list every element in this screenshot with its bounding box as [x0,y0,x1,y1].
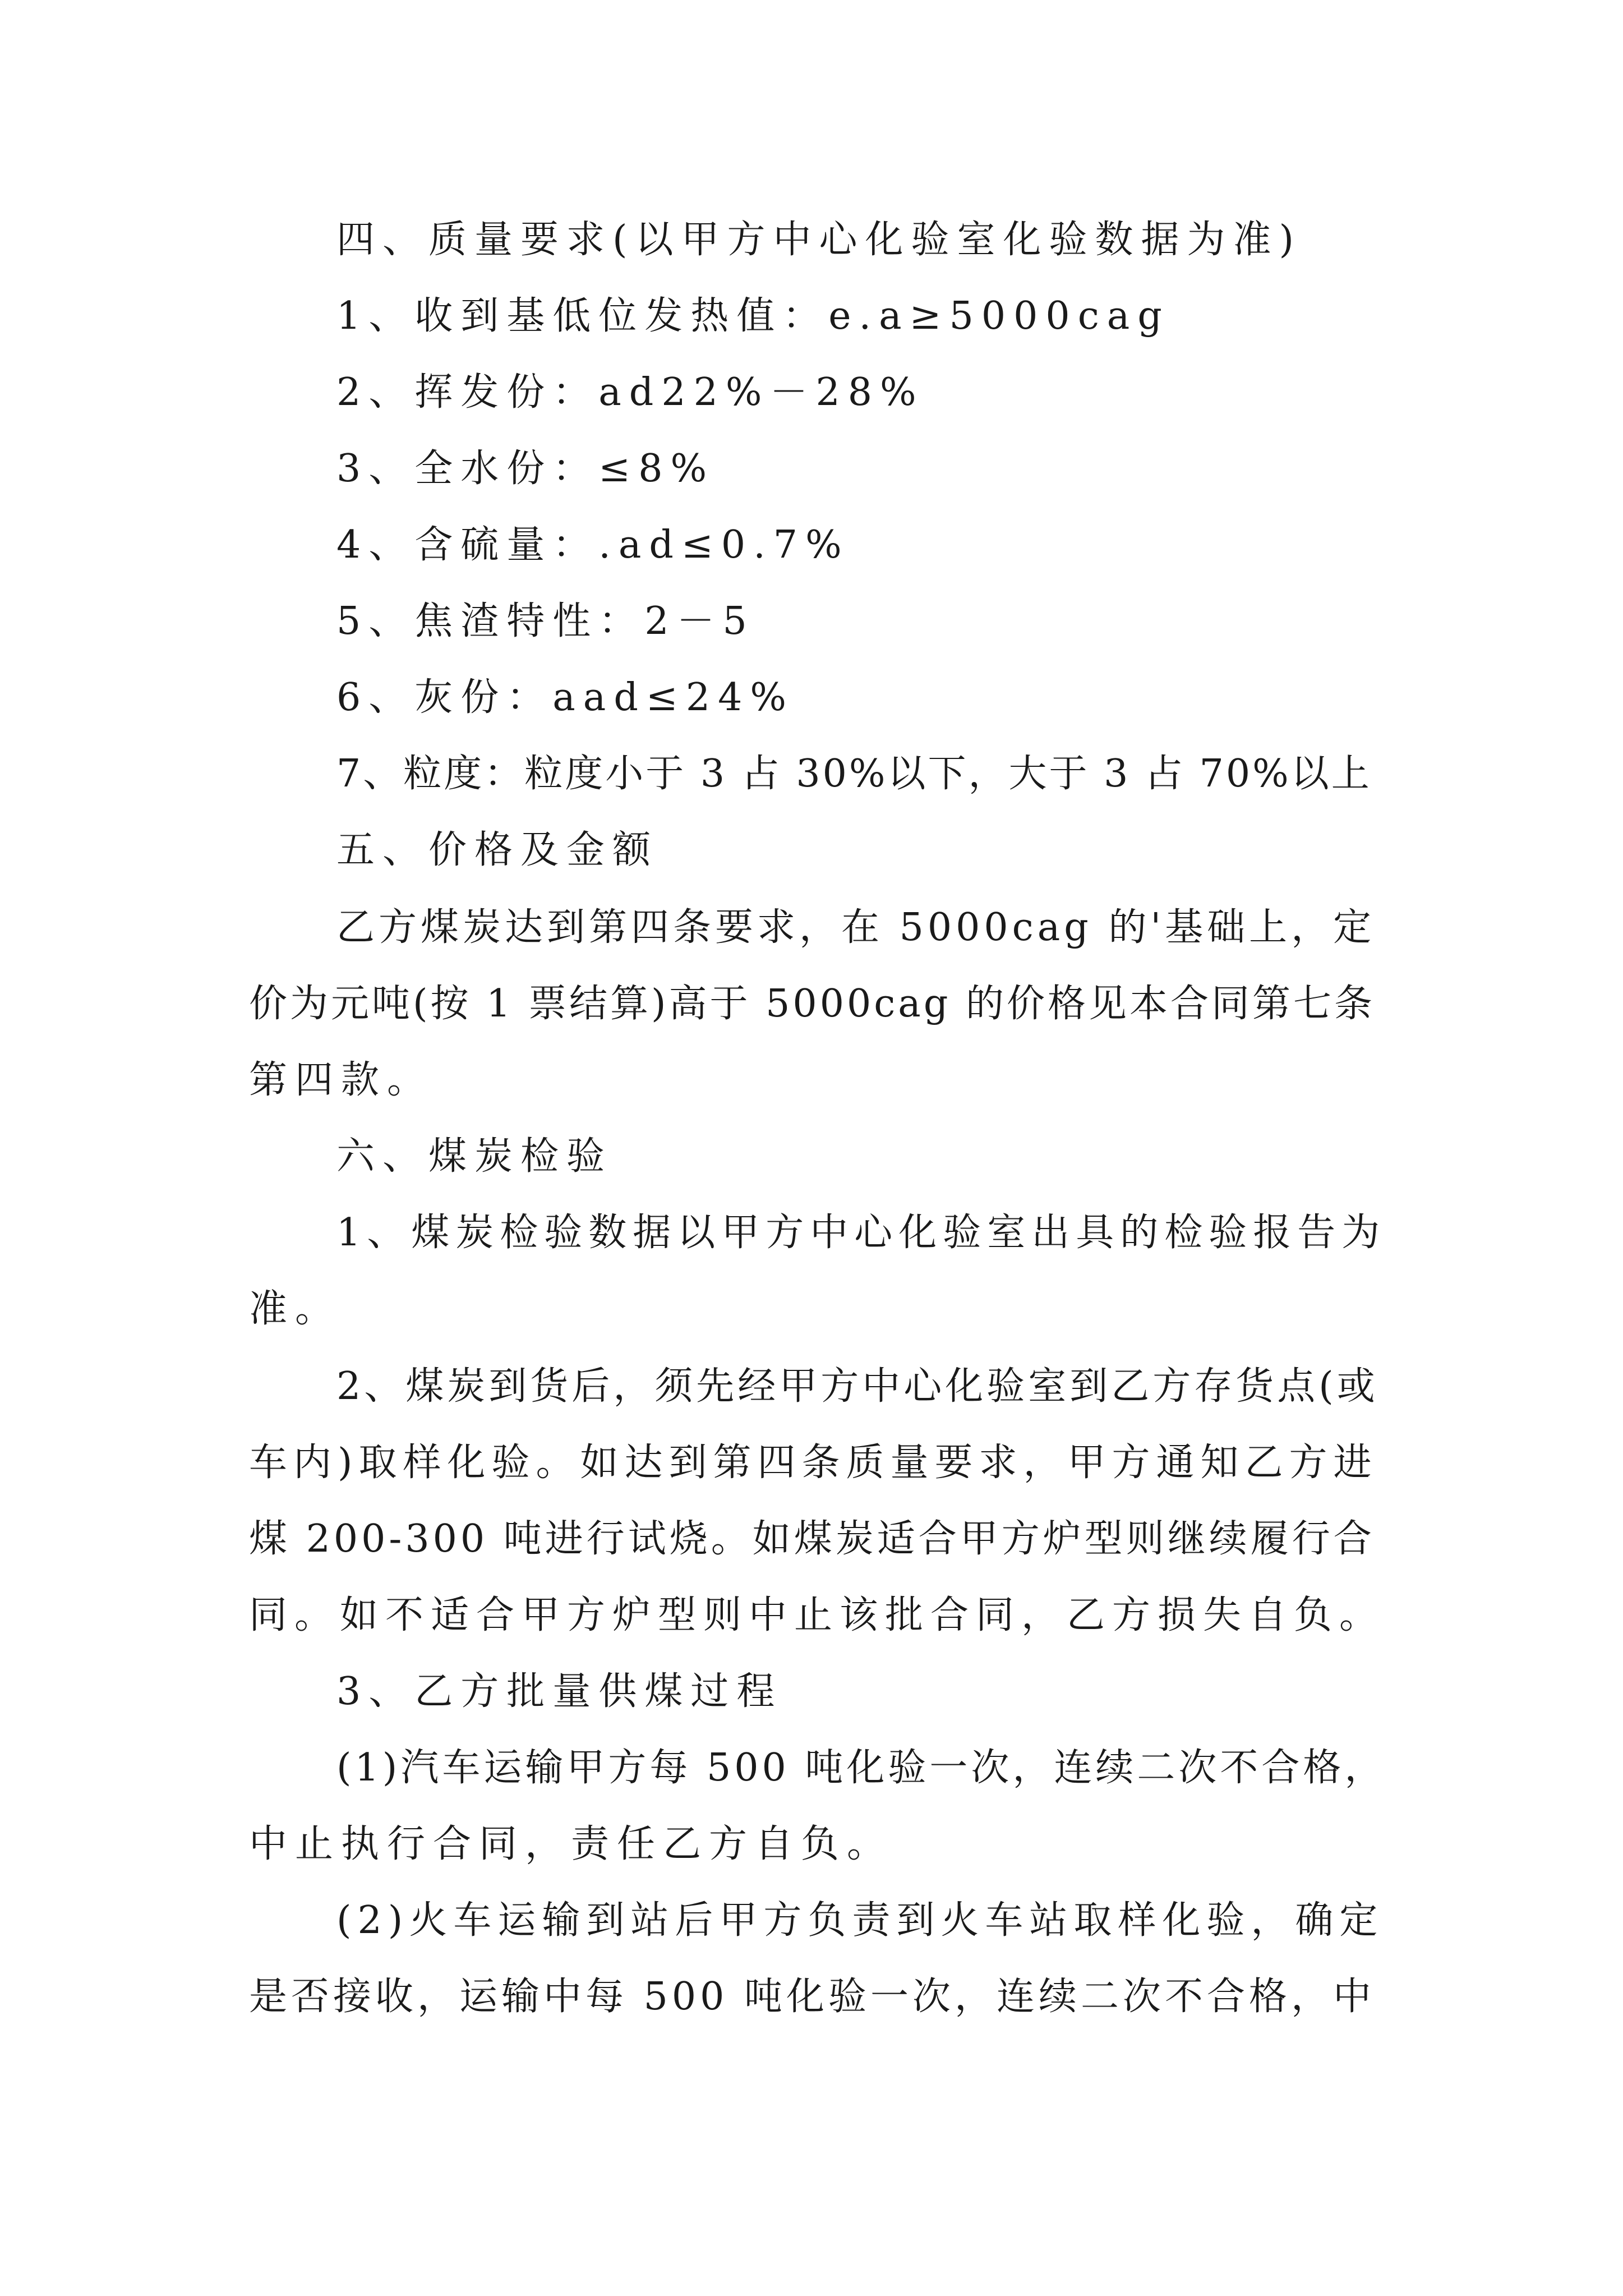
price-paragraph-line-1: 乙方煤炭达到第四条要求，在 5000cag 的'基础上，定 [336,905,1376,950]
inspection-subitem-2-line-1: (2)火车运输到站后甲方负责到火车站取样化验，确定 [336,1898,1384,1943]
inspection-subitem-1-line-1: (1)汽车运输甲方每 500 吨化验一次，连续二次不合格， [336,1746,1386,1790]
section-heading-inspection: 六、煤炭检验 [336,1134,613,1179]
inspection-item-2-line-3: 煤 200-300 吨进行试烧。如煤炭适合甲方炉型则继续履行合 [249,1517,1375,1561]
inspection-item-1-line-2: 准。 [249,1287,342,1331]
quality-item-4: 4、含硫量：.ad≤0.7% [336,523,850,567]
inspection-subitem-1-line-2: 中止执行合同，责任乙方自负。 [249,1822,893,1866]
price-paragraph-line-3: 第四款。 [249,1058,434,1102]
inspection-item-3-heading: 3、乙方批量供煤过程 [336,1669,783,1714]
section-heading-price: 五、价格及金额 [336,828,659,872]
inspection-item-2-line-1: 2、煤炭到货后，须先经甲方中心化验室到乙方存货点(或 [336,1364,1378,1409]
inspection-item-2-line-4: 同。如不适合甲方炉型则中止该批合同，乙方损失自负。 [249,1593,1385,1637]
quality-item-7: 7、粒度：粒度小于 3 占 30%以下，大于 3 占 70%以上 [336,752,1372,796]
price-paragraph-line-2: 价为元吨(按 1 票结算)高于 5000cag 的价格见本合同第七条 [249,982,1375,1026]
inspection-item-1-line-1: 1、煤炭检验数据以甲方中心化验室出具的检验报告为 [336,1211,1386,1255]
inspection-subitem-2-line-2: 是否接收，运输中每 500 吨化验一次，连续二次不合格，中 [249,1975,1376,2019]
quality-item-2: 2、挥发份：ad22%－28% [336,370,924,415]
section-heading-quality: 四、质量要求(以甲方中心化验室化验数据为准) [336,218,1302,262]
quality-item-1: 1、收到基低位发热值：e.a≥5000cag [336,294,1170,338]
inspection-item-2-line-2: 车内)取样化验。如达到第四条质量要求，甲方通知乙方进 [249,1441,1378,1485]
quality-item-3: 3、全水份：≤8% [336,447,715,491]
quality-item-6: 6、灰份：aad≤24% [336,675,794,720]
quality-item-5: 5、焦渣特性：2－5 [336,599,755,643]
